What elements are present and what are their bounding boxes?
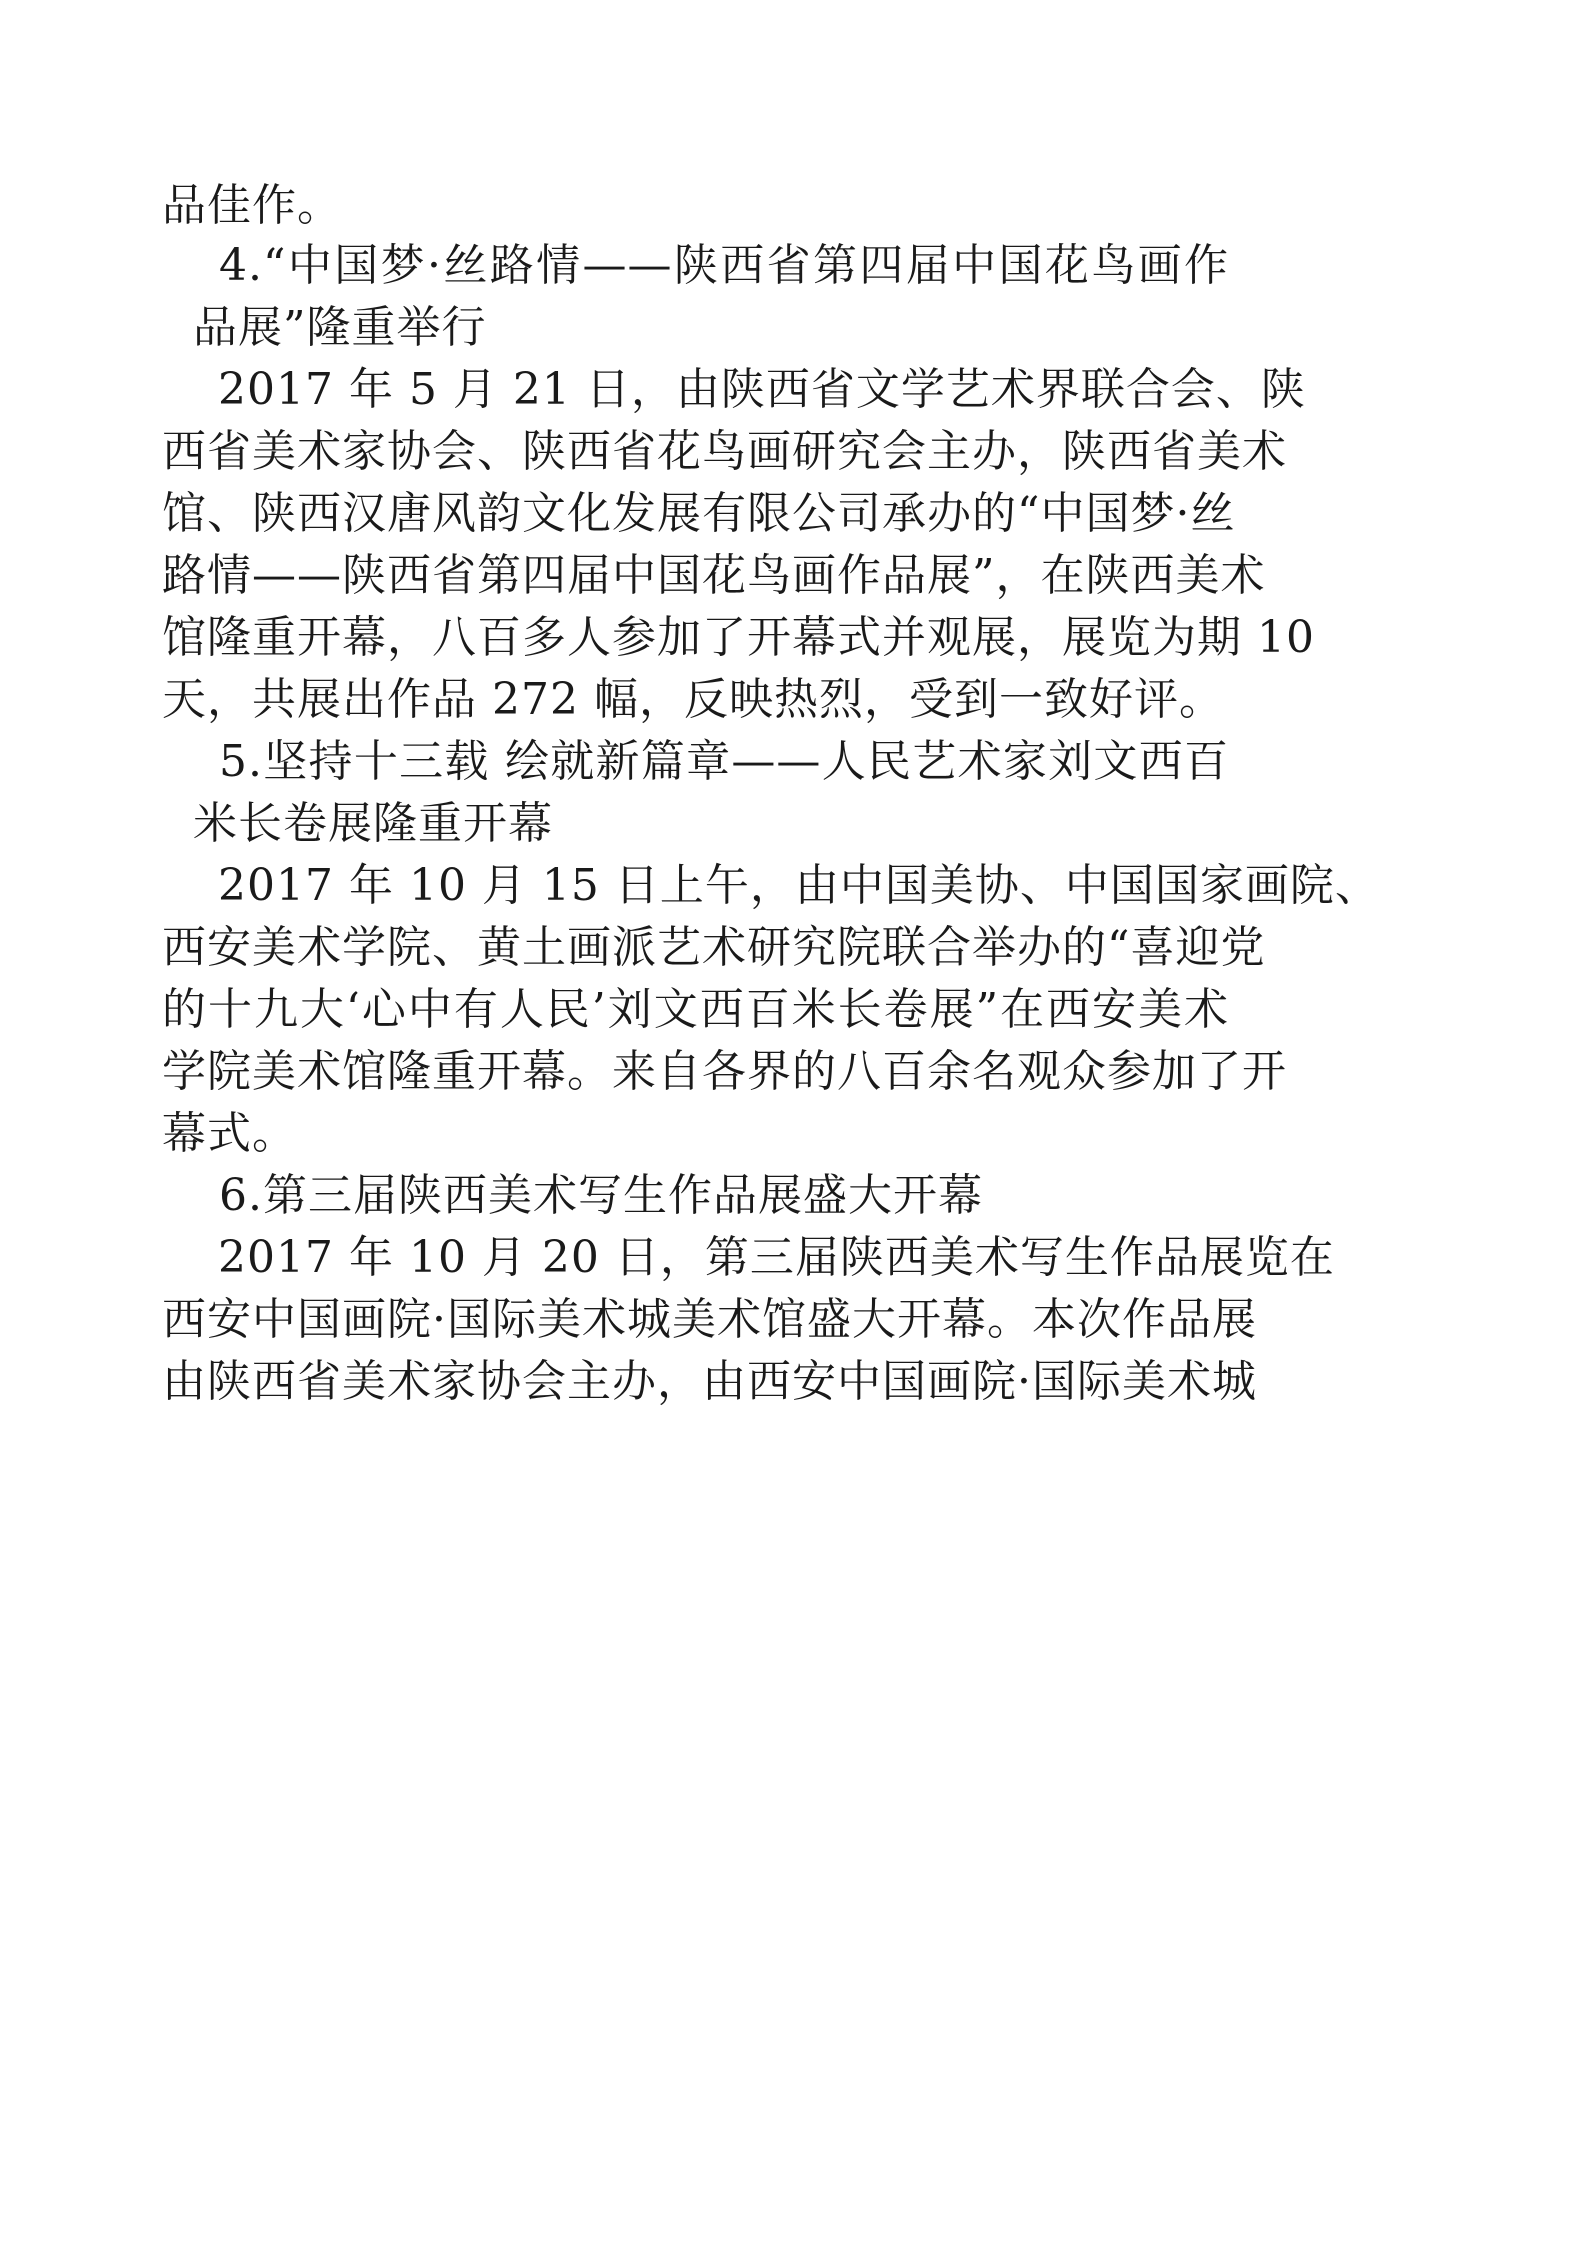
- paragraph-4-line-3: 馆、陕西汉唐风韵文化发展有限公司承办的“中国梦·丝: [162, 488, 1236, 539]
- paragraph-4-line-5: 馆隆重开幕，八百多人参加了开幕式并观展，展览为期 10: [162, 612, 1315, 663]
- paragraph-4-line-4: 路情——陕西省第四届中国花鸟画作品展”，在陕西美术: [162, 550, 1266, 601]
- paragraph-4-line-6: 天，共展出作品 272 幅，反映热烈，受到一致好评。: [162, 674, 1224, 725]
- paragraph-5-line-3: 的十九大‘心中有人民’刘文西百米长卷展”在西安美术: [162, 984, 1229, 1035]
- paragraph-5-line-4: 学院美术馆隆重开幕。来自各界的八百余名观众参加了开: [162, 1046, 1287, 1097]
- paragraph-4-line-2: 西省美术家协会、陕西省花鸟画研究会主办，陕西省美术: [162, 426, 1287, 477]
- section-heading-6: 6.第三届陕西美术写生作品展盛大开幕: [219, 1170, 983, 1221]
- paragraph-5-line-2: 西安美术学院、黄土画派艺术研究院联合举办的“喜迎党: [162, 922, 1266, 973]
- section-heading-5-line-1: 5.坚持十三载 绘就新篇章——人民艺术家刘文西百: [219, 736, 1229, 787]
- paragraph-6-line-3: 由陕西省美术家协会主办，由西安中国画院·国际美术城: [162, 1356, 1257, 1407]
- paragraph-5-line-1: 2017 年 10 月 15 日上午，由中国美协、中国国家画院、: [218, 860, 1380, 911]
- section-heading-4-line-1: 4.“中国梦·丝路情——陕西省第四届中国花鸟画作: [219, 240, 1229, 291]
- paragraph-6-line-1: 2017 年 10 月 20 日，第三届陕西美术写生作品展览在: [218, 1232, 1335, 1283]
- section-heading-5-line-2: 米长卷展隆重开幕: [193, 798, 553, 849]
- paragraph-tail-line: 品佳作。: [162, 180, 342, 231]
- paragraph-5-line-5: 幕式。: [162, 1108, 297, 1159]
- paragraph-6-line-2: 西安中国画院·国际美术城美术馆盛大开幕。本次作品展: [162, 1294, 1257, 1345]
- paragraph-4-line-1: 2017 年 5 月 21 日，由陕西省文学艺术界联合会、陕: [218, 364, 1306, 415]
- section-heading-4-line-2: 品展”隆重举行: [193, 302, 487, 353]
